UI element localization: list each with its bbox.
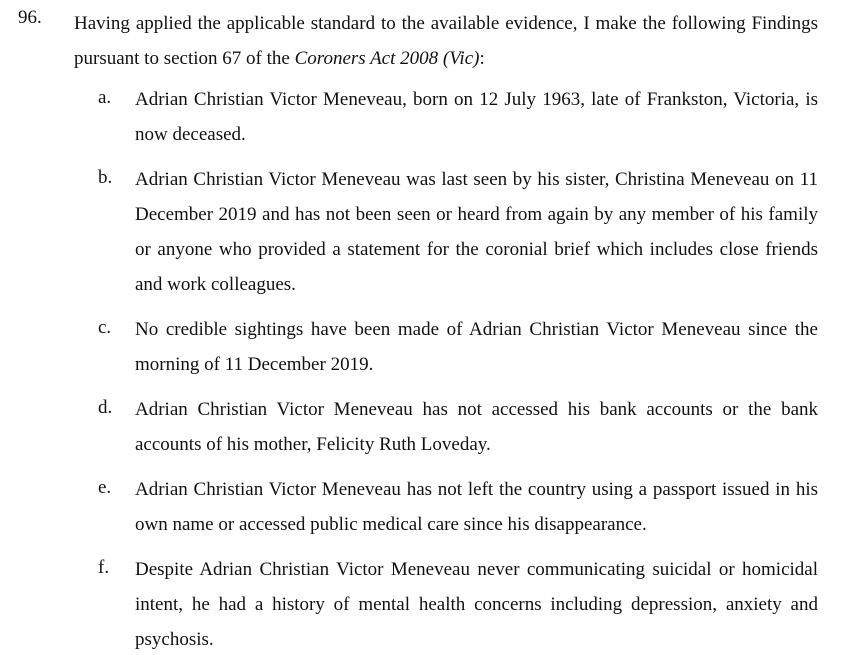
finding-item xyxy=(0,312,855,382)
paragraph-intro xyxy=(74,6,818,76)
finding-text: Adrian Christian Victor Meneveau was last seen by his sister, Christina Meneveau on 11 December 2019 and has not been seen or heard from again by any member of his family or anyone who provided a statement for the coronial brief which includes close friends and work colleagues. xyxy=(135,169,818,295)
finding-item xyxy=(0,392,855,462)
finding-letter: c. xyxy=(98,317,112,338)
finding-letter: b. xyxy=(98,167,113,188)
finding-text: Adrian Christian Victor Meneveau has not accessed his bank accounts or the bank accounts of his mother, Felicity Ruth Loveday. xyxy=(135,399,818,455)
finding-text: Adrian Christian Victor Meneveau, born on 12 July 1963, late of Frankston, Victoria, is now deceased. xyxy=(135,89,818,145)
finding-item xyxy=(0,162,855,302)
finding-item xyxy=(0,82,855,152)
finding-text: Adrian Christian Victor Meneveau has not left the country using a passport issued in his own name or accessed public medical care since his disappearance. xyxy=(135,479,818,535)
finding-letter: d. xyxy=(98,397,113,418)
findings-list xyxy=(0,82,855,655)
finding-letter: a. xyxy=(98,87,112,108)
finding-text: No credible sightings have been made of Adrian Christian Victor Meneveau since the morning of 11 December 2019. xyxy=(135,319,818,375)
act-title: Coroners Act 2008 (Vic) xyxy=(294,48,480,69)
intro-colon: : xyxy=(479,48,485,69)
finding-item xyxy=(0,552,855,655)
finding-item xyxy=(0,472,855,542)
finding-letter: e. xyxy=(98,477,112,498)
intro-text: Having applied the applicable standard to the available evidence, I make the following Findings pursuant to section 67 of the xyxy=(74,13,818,69)
paragraph-number: 96. xyxy=(18,7,42,28)
finding-text: Despite Adrian Christian Victor Meneveau never communicating suicidal or homicidal intent, he had a history of mental health concerns including depression, anxiety and psychosis. xyxy=(135,559,818,650)
finding-letter: f. xyxy=(98,557,110,578)
